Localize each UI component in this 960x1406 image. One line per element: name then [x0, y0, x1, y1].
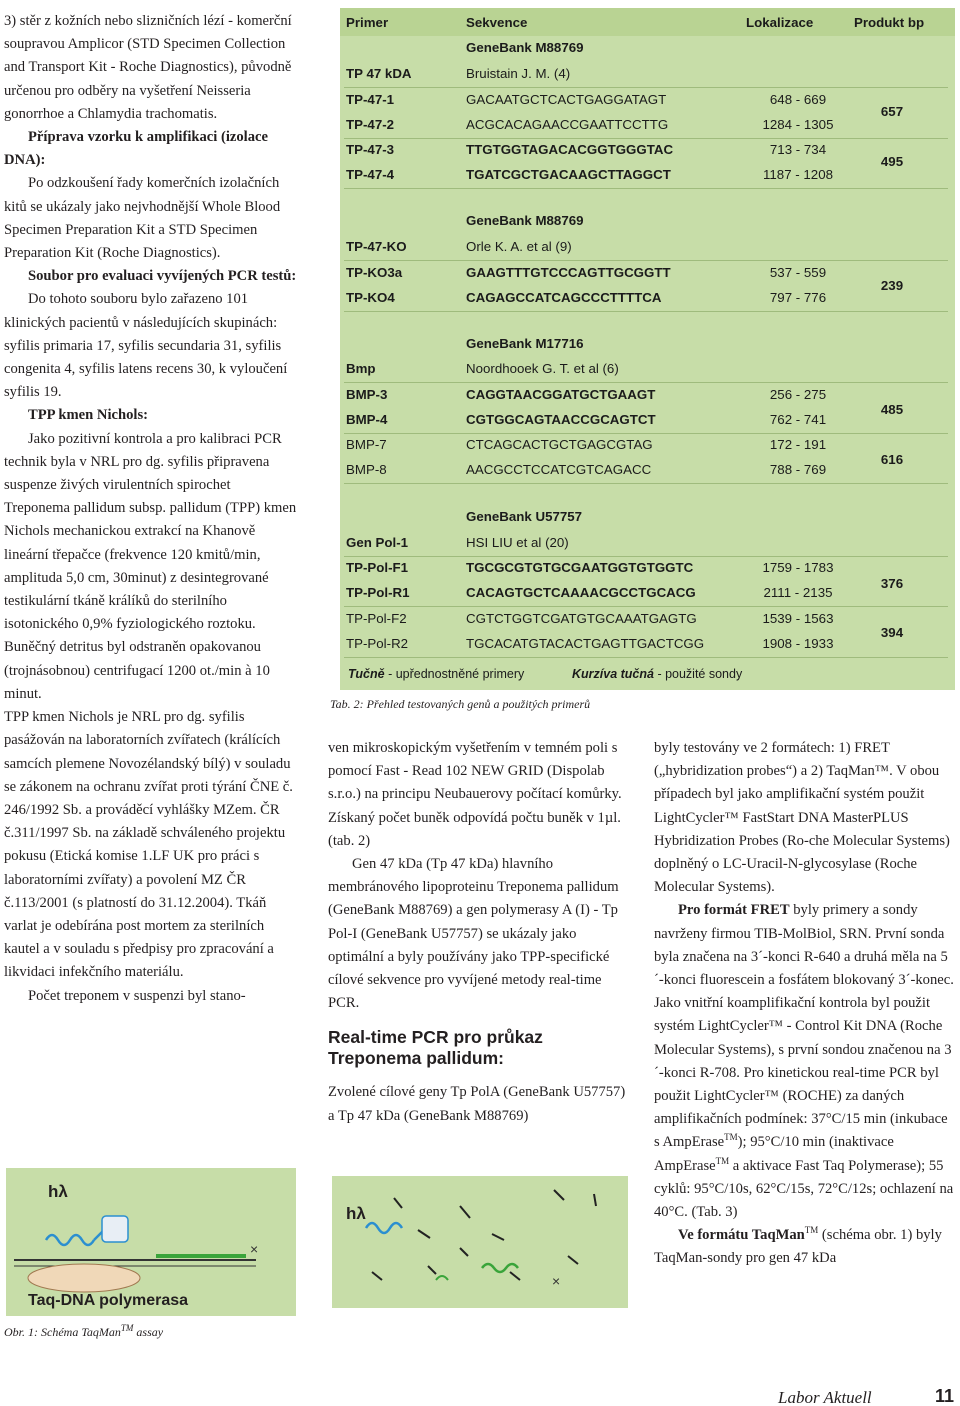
- primer-cell: BMP-4: [346, 412, 388, 427]
- text: ); 95°C/10 min (inaktivace AmpErase: [654, 1134, 894, 1174]
- table-legend-2: [572, 667, 742, 681]
- location-cell: 648 - 669: [769, 92, 827, 107]
- text: byly primery a sondy navrženy firmou TIB-MolBiol, SRN. První sonda byla značena na 3´-konci R-640 a druhá měla na 5´-konci fluorescein a fosfátem blokovaný 3´-konec. Jako vnitřní koamplifikační kontrola byl použit systém LightCycler™ - Control Kit DNA (Roche Molecular Systems), s první sondou značenou na 3´-konci R-708. Pro kinetickou real-time PCR byl použit LightCycler™ (ROCHE) za daných amplifikačních podmínek: 37°C/15 min (inkubace s AmpErase: [654, 902, 954, 1151]
- primer-cell: TP 47 kDA: [346, 66, 412, 81]
- location-cell: 1187 - 1208: [763, 167, 833, 182]
- paragraph: 3) stěr z kožních nebo slizničních lézí - komerční soupravou Amplicor (STD Specimen Collection and Transport Kit - Roche Diagnostics), původně určenou pro odběry na vyšetření Neisseria gonorrhoe a Chlamydia trachomatis.: [4, 13, 292, 122]
- green-fragment-icon: [436, 1276, 448, 1280]
- primer-cell: Bmp: [346, 361, 376, 376]
- row-divider: [344, 657, 948, 658]
- legend-bold-text: - upřednostněné primery: [384, 667, 525, 681]
- sequence-cell: CAGGTAACGGATGCTGAAGT: [466, 387, 656, 402]
- header-produkt: Produkt bp: [854, 15, 925, 30]
- table-legend: [348, 667, 524, 681]
- location-cell: 172 - 191: [769, 437, 827, 452]
- product-cell: 616: [880, 452, 904, 467]
- paragraph: Po odzkoušení řady komerčních izolačních kitů se ukázaly jako nejvhodnější Whole Blood Specimen Preparation Kit a STD Specimen Preparation Kit (Roche Diagnostics).: [4, 175, 281, 262]
- sequence-cell: HSI LIU et al (20): [466, 535, 569, 550]
- product-cell: 394: [880, 625, 904, 640]
- row-divider: [344, 311, 948, 312]
- location-cell: 537 - 559: [769, 265, 827, 280]
- legend-bold-label: Tučně: [348, 667, 385, 681]
- polymerase-icon: [28, 1264, 140, 1292]
- sequence-cell: GeneBank M17716: [466, 336, 584, 351]
- superscript: TM: [804, 1225, 819, 1236]
- location-cell: 713 - 734: [769, 142, 827, 157]
- superscript: TM: [715, 1155, 730, 1166]
- fluorescence-wave-icon: [366, 1223, 402, 1233]
- sequence-cell: ACGCACAGAACCGAATTCCTTG: [466, 117, 669, 132]
- paragraph: Do tohoto souboru bylo zařazeno 101 klinických pacientů v následujících skupinách: syfilis primaria 17, syfilis secundaria 31, syfilis congenita 4, syfilis latens recens 30, k vyloučení syfilis 19.: [4, 291, 288, 401]
- sequence-cell: Bruistain J. M. (4): [466, 66, 571, 81]
- sequence-cell: GeneBank U57757: [466, 509, 583, 524]
- location-cell: 788 - 769: [769, 462, 827, 477]
- row-divider: [344, 188, 948, 189]
- superscript: TM: [120, 1323, 134, 1333]
- sequence-cell: CTCAGCACTGCTGAGCGTAG: [466, 437, 653, 452]
- location-cell: 1759 - 1783: [762, 560, 834, 575]
- row-divider: [344, 433, 948, 434]
- primer-cell: BMP-8: [346, 462, 387, 477]
- paragraph: Jako pozitivní kontrola a pro kalibraci PCR technik byla v NRL pro dg. syfilis připravena suspenze živých virulentních spirochet Treponema pallidum subsp. pallidum (TPP) kmen Nichols mechanickou extrakcí na Khanově lineární třepačce (frekvence 120 kmitů/min, amplituda 5,0 cm, 30minut) z desintegrované testikulární tkáně králíků do sterilního isotonického 0,9% fyziologického roztoku. Buněčný detritus byl odstraněn opakovanou (trojnásobnou) centrifugací 1200 ot./min à 10 minut.: [4, 430, 297, 702]
- row-divider: [344, 87, 948, 88]
- text: (schéma obr. 1) byly TaqMan-sondy pro gen 47 kDa: [654, 1227, 942, 1267]
- sequence-cell: GACAATGCTCACTGAGGATAGT: [466, 92, 667, 107]
- primer-cell: BMP-7: [346, 437, 387, 452]
- sequence-cell: AACGCCTCCATCGTCAGACC: [466, 462, 652, 477]
- hv-label: hλ: [346, 1204, 366, 1223]
- column-middle: [328, 737, 628, 1128]
- primer-cell: TP-Pol-F1: [346, 560, 409, 575]
- legend-italic-label: Kurzíva tučná: [572, 667, 654, 681]
- quencher-icon: ×: [250, 1241, 259, 1257]
- bold-lead: Pro formát FRET: [678, 902, 790, 919]
- table-caption: Tab. 2: Přehled testovaných genů a použitých primerů: [330, 697, 591, 711]
- paragraph: Zvolené cílové geny Tp PolA (GeneBank U57757) a Tp 47 kDa (GeneBank M88769): [328, 1084, 626, 1124]
- sequence-cell: CACAGTGCTCAAAACGCCTGCACG: [466, 585, 696, 600]
- bold-lead: Ve formátu TaqMan: [678, 1227, 805, 1244]
- column-left: [4, 10, 298, 1008]
- product-cell: 376: [880, 576, 904, 591]
- enzyme-label: Taq-DNA polymerasa: [28, 1292, 189, 1309]
- sequence-cell: TGCGCGTGTGCGAATGGTGTGGTC: [466, 560, 694, 575]
- sequence-cell: TTGTGGTAGACACGGTGGGTAC: [466, 142, 674, 157]
- header-sekvence: Sekvence: [466, 15, 528, 30]
- paragraph: Gen 47 kDa (Tp 47 kDa) hlavního membránového lipoproteinu Treponema pallidum (GeneBank M88769) a gen polymerasy A (I) - Tp Pol-I (GeneBank U57757) se ukázaly jako optimální a byly používány jako TPP-specifické cílové sekvence pro vyvíjené metody real-time PCR.: [328, 856, 619, 1012]
- sequence-cell: GeneBank M88769: [466, 40, 584, 55]
- location-cell: 1539 - 1563: [762, 611, 834, 626]
- sequence-cell: TGATCGCTGACAAGCTTAGGCT: [466, 167, 671, 182]
- primer-table: [340, 8, 955, 690]
- page-number: 11: [935, 1386, 955, 1406]
- fret-figure: [332, 1176, 628, 1308]
- primer-cell: Gen Pol-1: [346, 535, 409, 550]
- section-heading: Real-time PCR pro průkaz Treponema pallidum:: [328, 1027, 543, 1069]
- caption-text: assay: [133, 1325, 164, 1339]
- reporter-dye-icon: [102, 1216, 128, 1242]
- location-cell: 1908 - 1933: [762, 636, 834, 651]
- product-cell: 495: [880, 154, 904, 169]
- sequence-cell: CGTCTGGTCGATGTGCAAATGAGTG: [466, 611, 697, 626]
- sequence-cell: GAAGTTTGTCCCAGTTGCGGTT: [466, 265, 671, 280]
- primer-cell: BMP-3: [346, 387, 388, 402]
- primer-cell: TP-47-1: [346, 92, 395, 107]
- primer-cell: TP-Pol-F2: [346, 611, 407, 626]
- sequence-cell: Orle K. A. et al (9): [466, 239, 572, 254]
- text: a aktivace Fast Taq Polymerase); 55 cyklů: 95°C/10s, 62°C/15s, 72°C/12s; ochlazení na 40°C. (Tab. 3): [654, 1157, 954, 1221]
- product-cell: 239: [880, 278, 904, 293]
- fret-diagram: [332, 1176, 628, 1308]
- header-lokalizace: Lokalizace: [746, 15, 814, 30]
- location-cell: 256 - 275: [769, 387, 827, 402]
- paragraph: Počet treponem v suspenzi byl stano-: [28, 987, 246, 1004]
- primer-cell: TP-KO4: [346, 290, 395, 305]
- quencher-icon: ×: [552, 1273, 561, 1289]
- fluorescence-wave-icon: [46, 1235, 94, 1245]
- paragraph: TPP kmen Nichols je NRL pro dg. syfilis pasážován na laboratorních zvířatech (králících samcích plemene Novozélandský bílý) v souladu se zákonem na ochranu zvířat proti týrání ČNE č. 246/1992 Sb. a prováděcí vyhlášky MZem. ČR č.311/1997 Sb. na základě schváleného projektu pokusu (Etická komise 1.LF UK pro práci s laboratorními zvířaty) a povolení MZ ČR č.113/2001 (s platností do 31.12.2004). Tkáň varlat je odebírána post mortem za sterilních kautel a v souladu s předpisy pro zpracování a likvidaci infekčního materiálu.: [4, 709, 293, 981]
- column-right: [654, 737, 956, 1271]
- primer-cell: TP-Pol-R1: [346, 585, 410, 600]
- row-divider: [344, 260, 948, 261]
- row-divider: [344, 138, 948, 139]
- legend-italic-text: - použité sondy: [653, 667, 743, 681]
- journal-name: Labor Aktuell: [778, 1388, 872, 1406]
- row-divider: [344, 606, 948, 607]
- product-cell: 657: [880, 104, 904, 119]
- paragraph: [654, 899, 956, 1224]
- primer-cell: TP-KO3a: [346, 265, 403, 280]
- primer-cell: TP-47-4: [346, 167, 395, 182]
- sequence-cell: Noordhooek G. T. et al (6): [466, 361, 619, 376]
- primer-cell: TP-47-2: [346, 117, 395, 132]
- sequence-cell: CGTGGCAGTAACCGCAGTCT: [466, 412, 656, 427]
- section-heading: Příprava vzorku k amplifikaci (izolace DNA):: [4, 129, 268, 169]
- product-cell: 485: [880, 402, 904, 417]
- superscript: TM: [724, 1132, 738, 1143]
- primer-cell: TP-47-KO: [346, 239, 407, 254]
- header-primer: Primer: [346, 15, 389, 30]
- primer-cell: TP-Pol-R2: [346, 636, 409, 651]
- sequence-cell: TGCACATGTACACTGAGTTGACTCGG: [466, 636, 705, 651]
- taqman-figure: [6, 1168, 296, 1316]
- location-cell: 1284 - 1305: [762, 117, 834, 132]
- location-cell: 797 - 776: [769, 290, 827, 305]
- location-cell: 762 - 741: [769, 412, 827, 427]
- hv-label: hλ: [48, 1182, 68, 1201]
- location-cell: 2111 - 2135: [763, 585, 833, 600]
- caption-text: Obr. 1: Schéma TaqMan: [4, 1325, 121, 1339]
- row-divider: [344, 556, 948, 557]
- figure-caption: [4, 1325, 163, 1340]
- green-fragment-icon: [482, 1264, 518, 1272]
- row-divider: [344, 382, 948, 383]
- section-heading: TPP kmen Nichols:: [28, 407, 148, 424]
- row-divider: [344, 483, 948, 484]
- paragraph: byly testovány ve 2 formátech: 1) FRET („hybridization probes“) a 2) TaqMan™. V obou případech byl jako amplifikační systém použit LightCycler™ FastStart DNA MasterPLUS Hybridization Probes (Ro-che Molecular Systems) doplněný o LC-Uracil-N-glycosylase (Roche Molecular Systems).: [654, 740, 950, 896]
- paragraph: [654, 1224, 956, 1270]
- sequence-cell: GeneBank M88769: [466, 213, 584, 228]
- sequence-cell: CAGAGCCATCAGCCCTTTTCA: [466, 290, 662, 305]
- paragraph: ven mikroskopickým vyšetřením v temném poli s pomocí Fast - Read 102 NEW GRID (Dispolab s.r.o.) na principu Neubauerovy počítací komůrky. Získaný počet buněk odpovídá počtu buněk v 1µl. (tab. 2): [328, 740, 622, 849]
- primer-cell: TP-47-3: [346, 142, 395, 157]
- section-heading: Soubor pro evaluaci vyvíjených PCR testů:: [28, 268, 297, 285]
